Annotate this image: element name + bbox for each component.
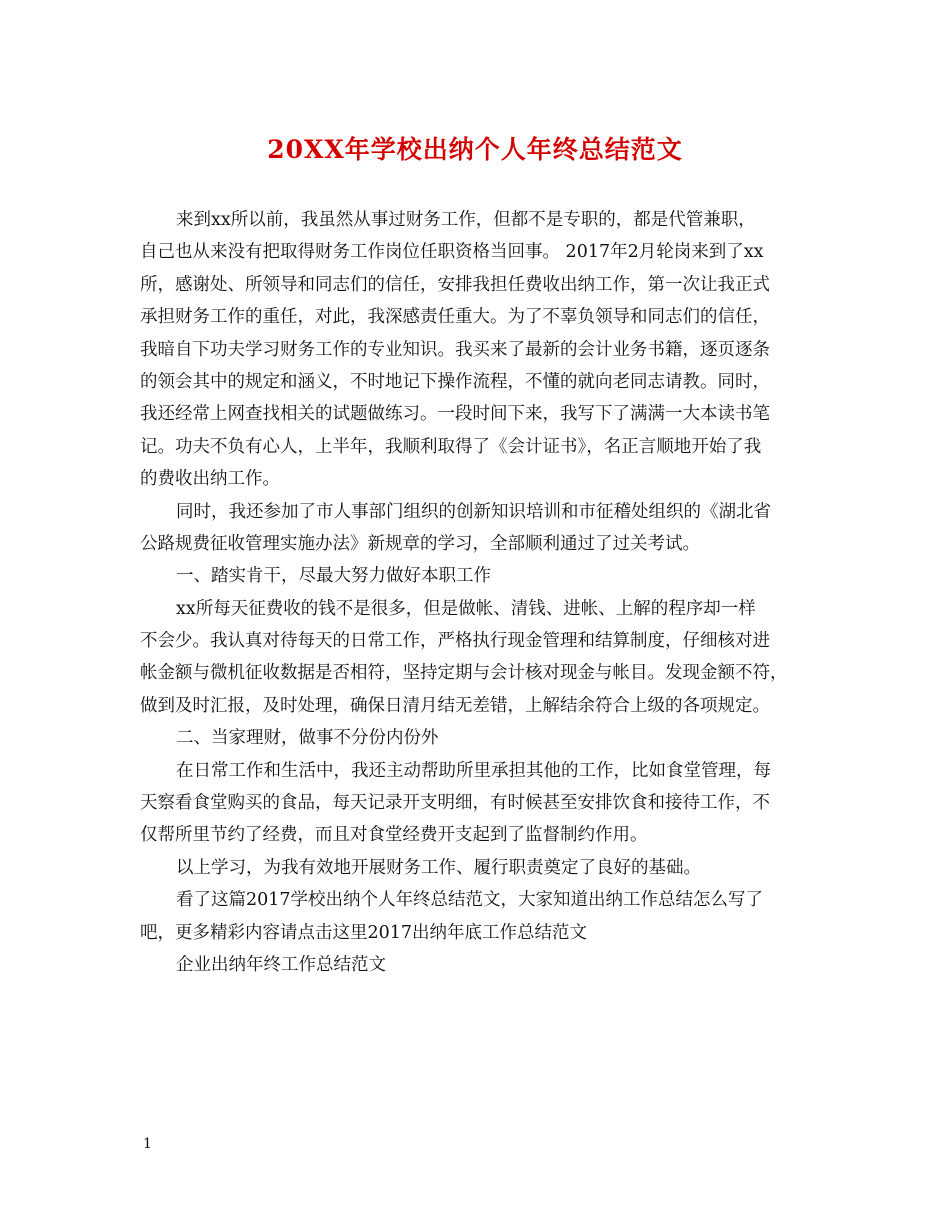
- text-line: 仅帮所里节约了经费，而且对食堂经费开支起到了监督制约作用。: [140, 825, 648, 846]
- text-line: 我还经常上网查找相关的试题做练习。一段时间下来，我写下了满满一大本读书笔: [140, 404, 770, 425]
- text-line: 承担财务工作的重任，对此，我深感责任重大。为了不辜负领导和同志们的信任，: [140, 307, 770, 328]
- document-body: [140, 204, 830, 981]
- text-line: 以上学习，为我有效地开展财务工作、履行职责奠定了良好的基础。: [176, 857, 701, 878]
- text-line: 企业出纳年终工作总结范文: [176, 954, 386, 975]
- text-line: 我暗自下功夫学习财务工作的专业知识。我买来了最新的会计业务书籍，逐页逐条: [140, 339, 770, 360]
- page-number: 1: [143, 1136, 152, 1152]
- text-line: 来到xx所以前，我虽然从事过财务工作，但都不是专职的，都是代管兼职，: [176, 210, 756, 230]
- text-line: xx所每天征费收的钱不是很多，但是做帐、清钱、进帐、上解的程序却一样: [176, 598, 756, 619]
- text-line: 的费收出纳工作。: [140, 469, 280, 490]
- section-heading: 二、当家理财，做事不分份内份外: [176, 728, 439, 749]
- text-line: 做到及时汇报，及时处理，确保日清月结无差错，上解结余符合上级的各项规定。: [140, 695, 770, 716]
- text-line: 记。功夫不负有心人，上半年，我顺利取得了《会计证书》，名正言顺地开始了我: [140, 436, 762, 457]
- text-line: 的领会其中的规定和涵义，不时地记下操作流程，不懂的就向老同志请教。同时，: [140, 371, 770, 392]
- document-title: 20XX年学校出纳个人年终总结范文: [267, 135, 683, 164]
- text-line: 不会少。我认真对待每天的日常工作，严格执行现金管理和结算制度，仔细核对进: [140, 631, 770, 652]
- text-line: 自己也从来没有把取得财务工作岗位任职资格当回事。 2017年2月轮岗来到了xx: [140, 242, 764, 263]
- text-line: 天察看食堂购买的食品，每天记录开支明细，有时候甚至安排饮食和接待工作，不: [140, 793, 770, 814]
- text-line: 看了这篇2017学校出纳个人年终总结范文，大家知道出纳工作总结怎么写了: [176, 890, 764, 911]
- text-line: 帐金额与微机征收数据是否相符，坚持定期与会计核对现金与帐目。发现金额不符，: [140, 663, 788, 684]
- text-line: 所，感谢处、所领导和同志们的信任，安排我担任费收出纳工作，第一次让我正式: [140, 274, 770, 295]
- text-line: 在日常工作和生活中，我还主动帮助所里承担其他的工作，比如食堂管理，每: [176, 760, 771, 781]
- text-line: 公路规费征收管理实施办法》新规章的学习，全部顺利通过了过关考试。: [140, 533, 700, 554]
- text-line: 同时，我还参加了市人事部门组织的创新知识培训和市征稽处组织的《湖北省: [176, 501, 771, 522]
- text-line: 吧，更多精彩内容请点击这里2017出纳年底工作总结范文: [140, 922, 588, 943]
- section-heading: 一、踏实肯干，尽最大努力做好本职工作: [176, 566, 491, 587]
